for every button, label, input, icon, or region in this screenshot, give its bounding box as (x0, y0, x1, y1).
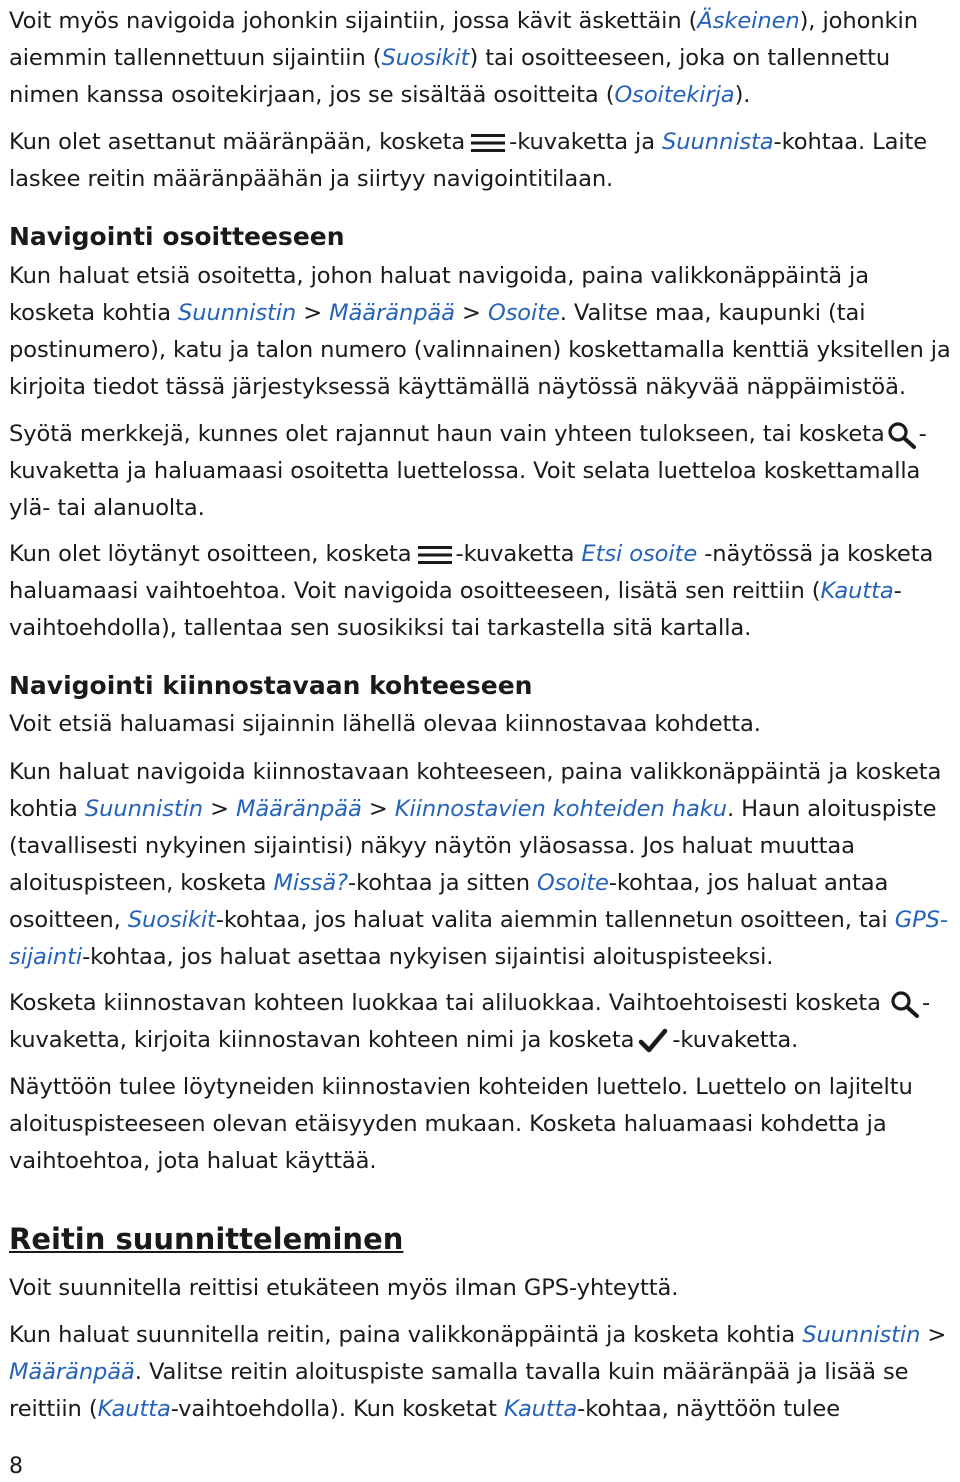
text: -kuvaketta (455, 541, 582, 567)
text: -kohtaa, jos haluat antaa osoitteen, (9, 870, 889, 933)
paragraph-found-address (9, 536, 954, 647)
text: Kosketa kiinnostavan kohteen luokkaa tai aliluokkaa. Vaihtoehtoisesti kosketa (9, 990, 881, 1016)
text: > (920, 1322, 947, 1348)
option-gps-location: GPS-sijainti (9, 907, 948, 970)
paragraph-poi-search (9, 754, 954, 976)
text: > (296, 300, 330, 326)
text: -kohtaa. Laite laskee reitin määränpäähän ja siirtyy navigointitilaan. (9, 129, 928, 192)
option-where: Missä? (273, 870, 349, 896)
option-address: Osoite (537, 870, 609, 896)
menu-icon (469, 131, 507, 155)
text: -kuvaketta. (672, 1027, 799, 1053)
text: -kuvaketta ja (509, 129, 663, 155)
text: Kun haluat navigoida kiinnostavaan kohteeseen, paina valikkonäppäintä ja kosketa kohtia (9, 759, 942, 822)
text: -kuvaketta ja haluamaasi osoitetta luettelossa. Voit selata luetteloa koskettamalla ylä- tai alanuolta. (9, 421, 927, 521)
option-address-book: Osoitekirja (614, 82, 735, 108)
paragraph-poi-category (9, 985, 954, 1059)
text: ). (734, 82, 751, 108)
option-navigator: Suunnistin (178, 300, 297, 326)
text: -vaihtoehdolla), tallentaa sen suosikiksi tai tarkastella sitä kartalla. (9, 578, 902, 641)
option-destination: Määränpää (329, 300, 455, 326)
paragraph-start-navigation (9, 124, 954, 198)
option-navigate: Suunnista (662, 129, 774, 155)
paragraph-recent-locations (9, 3, 954, 114)
text: -näytössä ja kosketa haluamaasi vaihtoehtoa. Voit navigoida osoitteeseen, lisätä sen reittiin ( (9, 541, 934, 604)
paragraph-route-intro: Voit suunnitella reittisi etukäteen myös ilman GPS-yhteyttä. (9, 1275, 679, 1301)
text: ) tai osoitteeseen, joka on tallennettu nimen kanssa osoitekirjaan, jos se sisältää osoitteita ( (9, 45, 891, 108)
text: -kohtaa, jos haluat valita aiemmin tallennetun osoitteen, tai (215, 907, 895, 933)
text: ), johonkin aiemmin tallennettuun sijaintiin ( (9, 8, 918, 71)
text: -kohtaa ja sitten (348, 870, 537, 896)
heading-navigate-to-address: Navigointi osoitteeseen (9, 222, 345, 251)
text: . Valitse maa, kaupunki (tai postinumero), katu ja talon numero (valinnainen) koskettamalla kenttiä yksitellen ja kirjoita tiedot tässä järjestyksessä käyttämällä näytössä näkyvää näppäimistöä. (9, 300, 951, 400)
text: > (203, 796, 237, 822)
paragraph-poi-list: Näyttöön tulee löytyneiden kiinnostavien kohteiden luettelo. Luettelo on lajiteltu aloituspisteeseen olevan etäisyyden mukaan. Kosketa haluamaasi kohdetta ja vaihtoehtoa, jota haluat käyttää. (9, 1074, 913, 1174)
option-address: Osoite (487, 300, 560, 326)
paragraph-route-planning (9, 1317, 954, 1428)
option-via: Kautta (820, 578, 894, 604)
heading-route-planning: Reitin suunnitteleminen (9, 1222, 404, 1256)
text: Syötä merkkejä, kunnes olet rajannut haun vain yhteen tulokseen, tai kosketa (9, 421, 885, 447)
text: > (361, 796, 395, 822)
option-navigator: Suunnistin (84, 796, 204, 822)
paragraph-enter-characters (9, 416, 954, 527)
text: -kohtaa, jos haluat asettaa nykyisen sijaintisi aloituspisteeksi. (82, 944, 774, 970)
text: . Haun aloituspiste (tavallisesti nykyinen sijaintisi) näkyy näytön yläosassa. Jos haluat muuttaa aloituspisteen, kosketa (9, 796, 937, 896)
text: -kuvaketta, kirjoita kiinnostavan kohteen nimi ja kosketa (9, 990, 931, 1053)
paragraph-poi-intro: Voit etsiä haluamasi sijainnin lähellä olevaa kiinnostavaa kohdetta. (9, 711, 761, 737)
text: Kun olet löytänyt osoitteen, kosketa (9, 541, 412, 567)
option-favorites: Suosikit (127, 907, 216, 933)
option-destination: Määränpää (9, 1359, 135, 1385)
text: > (454, 300, 488, 326)
paragraph-address-search (9, 258, 954, 406)
text: -vaihtoehdolla). Kun kosketat (170, 1396, 505, 1422)
text: -kohtaa, näyttöön tulee (577, 1396, 841, 1422)
option-find-address: Etsi osoite (581, 541, 698, 567)
text: Kun haluat etsiä osoitetta, johon haluat navigoida, paina valikkonäppäintä ja kosketa kohtia (9, 263, 869, 326)
text: Voit myös navigoida johonkin sijaintiin, jossa kävit äskettäin ( (9, 8, 698, 34)
text: Kun haluat suunnitella reitin, paina valikkonäppäintä ja kosketa kohtia (9, 1322, 803, 1348)
search-icon (890, 990, 920, 1018)
option-recent: Äskeinen (697, 8, 800, 34)
page-number: 8 (9, 1454, 23, 1479)
menu-icon (416, 543, 454, 567)
heading-navigate-to-poi: Navigointi kiinnostavaan kohteeseen (9, 671, 533, 700)
checkmark-icon (638, 1028, 668, 1054)
option-via: Kautta (97, 1396, 171, 1422)
option-poi-search: Kiinnostavien kohteiden haku (394, 796, 727, 822)
text: . Valitse reitin aloituspiste samalla tavalla kuin määränpää ja lisää se reittiin ( (9, 1359, 909, 1422)
option-favorites: Suosikit (381, 45, 470, 71)
search-icon (887, 421, 917, 449)
option-via: Kautta (504, 1396, 578, 1422)
text: Kun olet asettanut määränpään, kosketa (9, 129, 466, 155)
option-destination: Määränpää (236, 796, 362, 822)
option-navigator: Suunnistin (802, 1322, 921, 1348)
